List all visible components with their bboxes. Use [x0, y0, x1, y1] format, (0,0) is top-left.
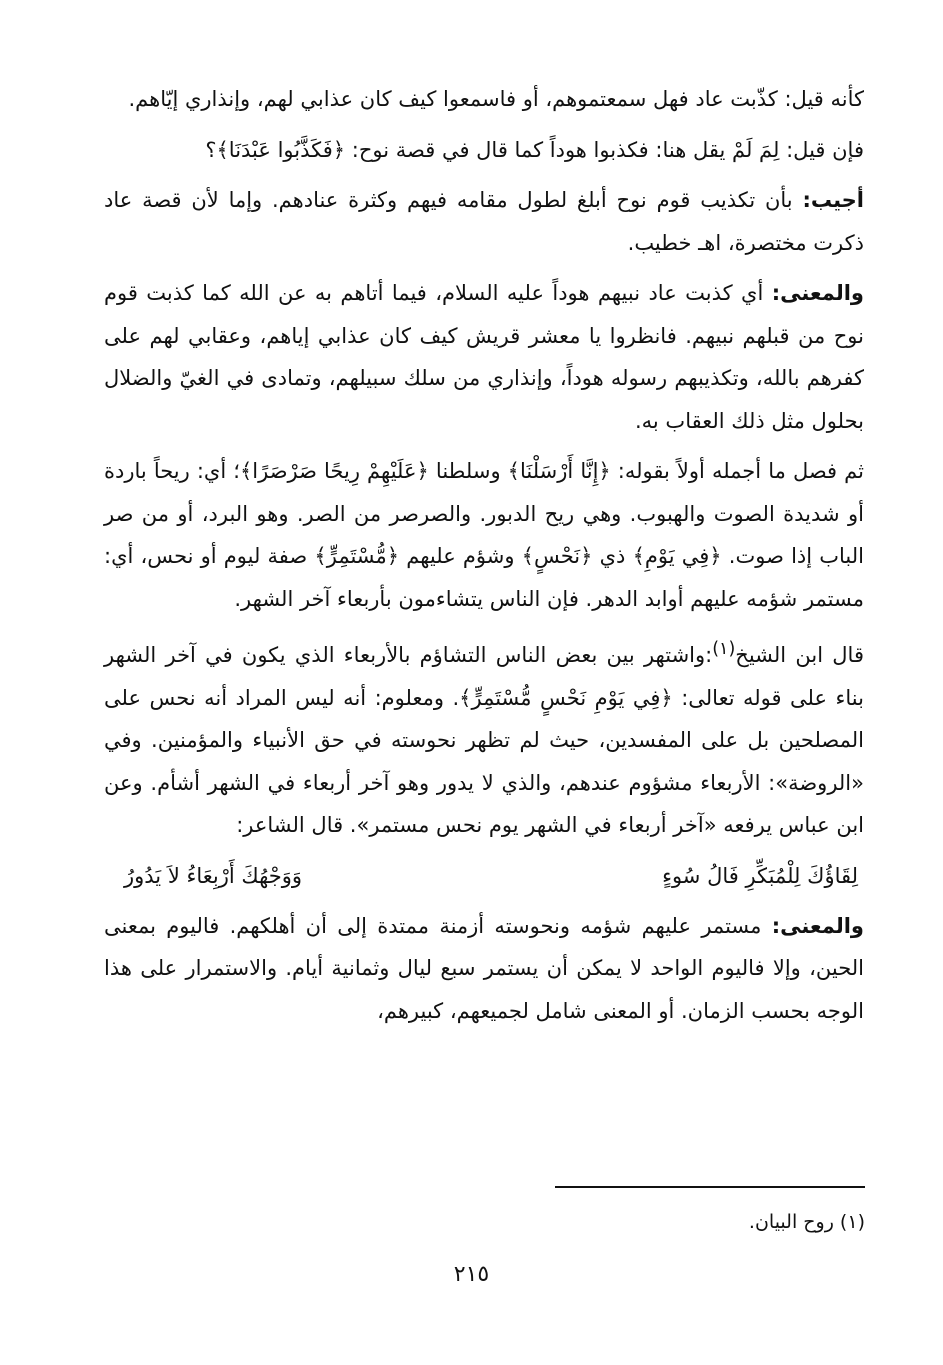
- quran-verse: ﴿نَحْسٍ﴾: [521, 544, 593, 568]
- paragraph-text: بأن تكذيب قوم نوح أبلغ لطول مقامه فيهم وكثرة عنادهم. وإما لأن قصة عاد ذكرت مختصرة، اهـ خطيب.: [104, 188, 864, 255]
- paragraph-4: [104, 272, 864, 442]
- paragraph-text: ثم فصل ما أجمله أولاً بقوله:: [610, 459, 865, 483]
- paragraph-text: ؛ أي: ريحاً باردة أو شديدة الصوت والهبوب. وهي ريح الدبور. والصرصر من الصر. وهو البرد، أو من صر الباب إذا صوت.: [104, 459, 864, 568]
- footnote-divider: [555, 1186, 865, 1188]
- paragraph-text: وسلطنا: [428, 459, 508, 483]
- quran-verse: ﴿فِي يَوْمِ﴾: [632, 544, 722, 568]
- paragraph-6: [104, 628, 864, 847]
- paragraph-5: [104, 450, 864, 620]
- quran-verse: ﴿عَلَيْهِمْ رِيحًا صَرْصَرًا﴾: [239, 459, 429, 483]
- footnote-text: (١) روح البيان.: [748, 1211, 865, 1233]
- paragraph-text: ذي: [592, 544, 633, 568]
- footnote: [749, 1207, 865, 1237]
- quran-verse: ﴿مُّسْتَمِرٍّ﴾: [314, 544, 400, 568]
- poetry-verse: [104, 855, 864, 897]
- paragraph-text: مستمر عليهم شؤمه ونحوسته أزمنة ممتدة إلى أن أهلكهم. فاليوم بمعنى الحين، وإلا فاليوم الواحد لا يمكن أن يستمر سبع ليال وثمانية أيام. والاستمرار على هذا الوجه بحسب الزمان. أو المعنى شامل لجميعهم، كبيرهم،: [104, 913, 864, 1023]
- paragraph-text: وشؤم عليهم: [399, 544, 522, 568]
- paragraph-text: . ومعلوم: أنه ليس المراد أنه نحس على المصلحين بل على المفسدين، حيث لم تظهر نحوسته في حق الأنبياء والمؤمنين. وفي «الروضة»: الأربعاء مشؤوم عندهم، والذي لا يدور وهو آخر أربعاء في الشهر أشأم. وعن ابن عباس يرفعه «آخر أربعاء في الشهر يوم نحس مستمر». قال الشاعر:: [104, 685, 864, 837]
- paragraph-text: :واشتهر بين بعض الناس التشاؤم بالأربعاء الذي يكون في آخر الشهر بناء على قوله تعالى:: [104, 643, 864, 710]
- quran-verse: ﴿فَكَذَّبُوا عَبْدَنَا﴾: [216, 137, 346, 162]
- paragraph-text: قال ابن الشيخ: [735, 643, 864, 667]
- bold-term: والمعنى:: [771, 913, 864, 938]
- main-text: [104, 78, 864, 1040]
- paragraph-text: فإن قيل: لِمَ لَمْ يقل هنا: فكذبوا هوداً كما قال في قصة نوح:: [345, 137, 864, 162]
- paragraph-7: [104, 905, 864, 1033]
- footnote-marker: (١): [712, 639, 736, 659]
- paragraph-text: كأنه قيل: كذّبت عاد فهل سمعتموهم، أو فاسمعوا كيف كان عذابي لهم، وإنذاري إيّاهم.: [128, 87, 864, 111]
- bold-term: والمعنى:: [771, 281, 864, 305]
- paragraph-2: [104, 129, 864, 172]
- paragraph-text: أي كذبت عاد نبيهم هوداً عليه السلام، فيما أتاهم به عن الله كما كذبت قوم نوح من قبلهم نبيهم. فانظروا يا معشر قريش كيف كان عذابي إياهم، وعقابي لهم على كفرهم بالله، وتكذيبهم رسوله هوداً، وإنذاري من سلك سبيلهم، وتمادى في الغيّ والضلال بحلول مثل ذلك العقاب به.: [104, 281, 864, 433]
- bold-term: أجيب:: [802, 188, 864, 212]
- paragraph-1: [104, 78, 864, 121]
- poem-second-hemistich: وَوَجْهُكَ أَرْبِعَاءُ لاَ يَدُورُ: [124, 863, 303, 888]
- quran-verse: ﴿إِنَّا أَرْسَلْنَا﴾: [507, 459, 611, 483]
- punctuation: ؟: [205, 137, 217, 162]
- quran-verse: ﴿فِي يَوْمِ نَحْسٍ مُّسْتَمِرٍّ﴾: [459, 685, 673, 710]
- page-number: ٢١٥: [453, 1262, 490, 1287]
- poem-first-hemistich: لِقَاؤُكَ لِلْمُبَكِّرِ فَالُ سُوءٍ: [662, 863, 858, 888]
- paragraph-text: صفة ليوم أو نحس، أي: مستمر شؤمه عليهم أوابد الدهر. فإن الناس يتشاءمون بأربعاء آخر الشهر.: [104, 544, 864, 611]
- paragraph-3: [104, 179, 864, 264]
